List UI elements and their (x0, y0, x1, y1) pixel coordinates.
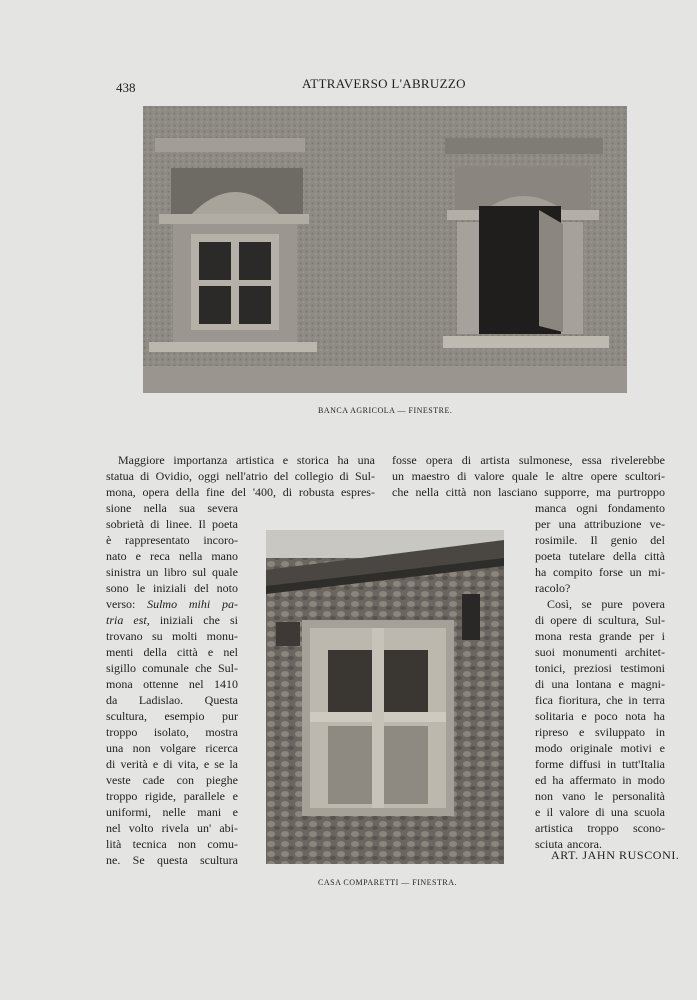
word: reca (150, 549, 170, 563)
word: una (551, 677, 569, 691)
text-line (106, 532, 238, 548)
text-line (106, 644, 238, 660)
word: ve- (649, 517, 665, 531)
text-line (535, 580, 665, 596)
word: purtroppo (617, 485, 665, 499)
word: sciuta (535, 837, 563, 851)
word: con (176, 773, 194, 787)
word: rappresentato (125, 533, 190, 547)
word: ricerca (205, 741, 238, 755)
word: Il (590, 533, 598, 547)
word: modo (637, 773, 665, 787)
word: mona, (106, 485, 136, 499)
word: di (282, 485, 293, 499)
word: valore (474, 469, 505, 483)
word: nel (188, 677, 204, 691)
text-line (106, 740, 238, 756)
word: i (661, 629, 665, 643)
word: di (339, 469, 349, 483)
word: robusta (298, 485, 335, 499)
word: lontana (575, 677, 612, 691)
word: città (445, 485, 467, 499)
text-line (392, 468, 665, 484)
word: questa (156, 853, 188, 867)
word: se (581, 597, 592, 611)
word: una (558, 517, 576, 531)
word: rivela (161, 821, 189, 835)
photo-banca-agricola-windows (143, 106, 627, 393)
word: fosse (392, 453, 417, 467)
text-line (535, 612, 665, 628)
word: personalità (612, 789, 665, 803)
word: un (629, 565, 642, 579)
word: del (650, 533, 665, 547)
word: rivelerebbe (610, 453, 665, 467)
text-line (106, 564, 238, 580)
word: di (461, 453, 472, 467)
word: diffusi (569, 757, 601, 771)
word: ha (535, 565, 547, 579)
word: ottenne (143, 677, 179, 691)
word: è (106, 533, 112, 547)
word: incoro- (203, 533, 238, 547)
word: verso: (106, 597, 136, 611)
word: nella (178, 549, 203, 563)
word: veste (106, 773, 131, 787)
word: sulmonese, (518, 453, 573, 467)
word: e (535, 805, 541, 819)
word: nota (625, 709, 646, 723)
text-line (106, 772, 238, 788)
word: in (622, 773, 632, 787)
word: opera (142, 485, 170, 499)
word: tutelare (569, 549, 605, 563)
word: monumenti (562, 645, 618, 659)
word: scultura, (598, 613, 640, 627)
word: genio (610, 533, 638, 547)
word: un' (197, 821, 212, 835)
word: pur (222, 709, 238, 723)
text-line (535, 724, 665, 740)
text-line (535, 740, 665, 756)
word: nella (143, 501, 167, 515)
word: ancora. (567, 837, 602, 851)
word: e (618, 677, 624, 691)
text-line (106, 484, 375, 500)
word: oggi (198, 469, 220, 483)
word: ha (552, 773, 564, 787)
text-line (535, 500, 665, 516)
word: nel (106, 821, 121, 835)
text-line (106, 708, 238, 724)
word: altre (561, 469, 584, 483)
word: tria (106, 613, 124, 627)
text-line (106, 820, 238, 836)
word: non (132, 741, 151, 755)
word: non (178, 837, 196, 851)
word: e (659, 741, 665, 755)
word: nato (106, 549, 127, 563)
word: della (143, 645, 167, 659)
word: pure (601, 597, 623, 611)
word: e (135, 549, 141, 563)
word: le (594, 789, 604, 803)
word: mi- (648, 565, 665, 579)
word: della (612, 549, 637, 563)
word: trovano (106, 629, 143, 643)
word: forse (598, 565, 623, 579)
word: di (595, 805, 605, 819)
word: di (582, 613, 593, 627)
word: e (203, 757, 210, 771)
word: severa (207, 501, 238, 515)
word: e (152, 757, 159, 771)
word: fondamento (607, 501, 665, 515)
word: si (229, 613, 238, 627)
word: le (545, 469, 555, 483)
word: una (357, 453, 375, 467)
text-line (106, 500, 238, 516)
word: maestro (411, 469, 450, 483)
word: molti (171, 629, 198, 643)
word: esempio (164, 709, 205, 723)
word: fica (535, 693, 553, 707)
word: un (392, 469, 404, 483)
word: mona (106, 677, 133, 691)
word: povera (632, 597, 665, 611)
word: non (473, 485, 492, 499)
word: storica (296, 453, 329, 467)
word: fioritura, (558, 693, 601, 707)
word: Sul- (354, 469, 375, 483)
word: troppo (587, 821, 619, 835)
word: e (578, 725, 585, 739)
word: e (232, 805, 238, 819)
text-line (106, 516, 238, 532)
word: tonici, (535, 661, 566, 675)
word: monu- (206, 629, 238, 643)
word: e (207, 645, 214, 659)
word: grande (598, 629, 632, 643)
word: in (606, 757, 617, 771)
word: resta (569, 629, 592, 643)
word: tutt'Italia (622, 757, 665, 771)
word: scultori- (624, 469, 665, 483)
word: non (535, 789, 553, 803)
text-line (106, 468, 375, 484)
word: il (546, 805, 554, 819)
word: Se (132, 853, 145, 867)
text-line (535, 628, 665, 644)
word: espres- (340, 485, 375, 499)
word: uniformi, (106, 805, 151, 819)
word: valore (559, 805, 590, 819)
word: comunale (142, 661, 189, 675)
word: solitaria (535, 709, 574, 723)
word: Ovidio, (155, 469, 192, 483)
word: preziosi (573, 661, 612, 675)
word: città (644, 549, 665, 563)
word: importanza (173, 453, 228, 467)
word: su (151, 629, 163, 643)
text-line (106, 852, 238, 868)
word: motivi (620, 741, 652, 755)
word: opere (550, 613, 577, 627)
word: vita, (177, 757, 199, 771)
word: la (229, 757, 238, 771)
word: quale (511, 469, 538, 483)
word: collegio (294, 469, 334, 483)
word: nelle (162, 805, 186, 819)
text-line (106, 548, 238, 564)
word: che (392, 485, 409, 499)
word: fine (205, 485, 225, 499)
word: isolato, (153, 725, 189, 739)
word: racolo? (535, 581, 571, 595)
word: architet- (625, 645, 665, 659)
page-number: 438 (116, 80, 136, 95)
word: per (638, 629, 655, 643)
word: pa- (221, 597, 238, 611)
word: Maggiore (118, 453, 165, 467)
word: sua (179, 501, 196, 515)
word: sione (106, 501, 132, 515)
word: di (163, 757, 173, 771)
word: poeta (535, 549, 561, 563)
word: menti (106, 645, 134, 659)
text-line (535, 644, 665, 660)
text-line (392, 484, 665, 500)
word: sinistra (106, 565, 141, 579)
running-title: ATTRAVERSO L'ABRUZZO (302, 76, 466, 91)
word: poco (594, 709, 618, 723)
word: iniziali (159, 613, 194, 627)
text-line (106, 676, 238, 692)
author-signature: ART. JAHN RUSCONI. (551, 848, 680, 862)
word: verità (120, 757, 148, 771)
word: di (535, 613, 545, 627)
text-line (535, 804, 665, 820)
photo-casa-comparetti-window (266, 530, 504, 864)
word: Il (198, 517, 206, 531)
text-line (535, 756, 665, 772)
text-line (106, 836, 238, 852)
word: Sul- (217, 661, 238, 675)
word: abi- (219, 821, 238, 835)
word: affermato (569, 773, 617, 787)
text-line (535, 820, 665, 836)
word: quale (211, 565, 238, 579)
text-line (392, 452, 665, 468)
word: originale (570, 741, 613, 755)
word: pieghe (205, 773, 238, 787)
text-line (106, 580, 238, 596)
word: attribuzione (584, 517, 642, 531)
word: e (581, 709, 587, 723)
word: ma (596, 485, 611, 499)
word: sono (106, 581, 129, 595)
word: che (195, 661, 212, 675)
word: supporre, (544, 485, 590, 499)
word: del (194, 581, 209, 595)
word: lasciano (498, 485, 538, 499)
text-line (535, 516, 665, 532)
word: lità (106, 837, 122, 851)
text-line (106, 756, 238, 772)
word: suoi (535, 645, 556, 659)
word: di (535, 677, 545, 691)
word: mani (197, 805, 222, 819)
text-line (106, 628, 238, 644)
word: del (231, 485, 247, 499)
word: scultura, (106, 709, 147, 723)
word: del (273, 469, 289, 483)
word: mostra (205, 725, 238, 739)
word: poeta (211, 517, 238, 531)
text-line (535, 676, 665, 692)
word: Ladislao. (138, 693, 184, 707)
word: opere (590, 469, 618, 483)
word: scultura (199, 853, 238, 867)
word: magni- (630, 677, 665, 691)
word: della (175, 485, 200, 499)
word: est, (133, 613, 150, 627)
text-line (106, 804, 238, 820)
word: sigillo (106, 661, 137, 675)
word: ha (653, 709, 665, 723)
word: volgare (160, 741, 196, 755)
word: e (282, 453, 289, 467)
text-line (535, 708, 665, 724)
text-line (535, 772, 665, 788)
word: essa (581, 453, 602, 467)
word: una (610, 805, 629, 819)
word: ripreso (535, 725, 569, 739)
word: parallele (183, 789, 225, 803)
word: terra (643, 693, 665, 707)
word: sviluppato (594, 725, 645, 739)
word: che (606, 693, 623, 707)
word: sobrietà (106, 517, 144, 531)
text-line (535, 660, 665, 676)
word: Questa (204, 693, 238, 707)
word: artistica (236, 453, 275, 467)
text-line (535, 788, 665, 804)
word: linee. (165, 517, 193, 531)
word: troppo (106, 789, 138, 803)
word: compito (552, 565, 593, 579)
word: opera (425, 453, 453, 467)
text-line (535, 692, 665, 708)
word: noto (216, 581, 238, 595)
word: libro (163, 565, 187, 579)
word: tecnica (132, 837, 167, 851)
word: da (106, 693, 118, 707)
word: testimoni (620, 661, 665, 675)
word: mano (211, 549, 238, 563)
word: scono- (632, 821, 665, 835)
word: Sul- (644, 613, 665, 627)
word: rigide, (145, 789, 177, 803)
word: nell'atrio (225, 469, 268, 483)
word: Sulmo (147, 597, 178, 611)
word: comu- (207, 837, 238, 851)
text-line (106, 452, 375, 468)
word: 1410 (213, 677, 238, 691)
text-line (535, 532, 665, 548)
word: modo (535, 741, 563, 755)
text-line (106, 692, 238, 708)
word: statua (106, 469, 134, 483)
text-line (106, 724, 238, 740)
word: mihi (188, 597, 211, 611)
word: volto (128, 821, 154, 835)
word: e (232, 789, 238, 803)
word: '400, (252, 485, 276, 499)
text-line (106, 660, 238, 676)
word: città (177, 645, 198, 659)
word: mona (535, 629, 562, 643)
text-line (535, 564, 665, 580)
word: nella (415, 485, 439, 499)
word: nel (223, 645, 238, 659)
word: cade (142, 773, 165, 787)
word: in (628, 693, 638, 707)
word: iniziali (153, 581, 187, 595)
word: ed (535, 773, 547, 787)
word: manca (535, 501, 567, 515)
word: forme (535, 757, 564, 771)
word: di (106, 757, 116, 771)
word: di (457, 469, 467, 483)
word: ogni (576, 501, 598, 515)
word: un (146, 565, 159, 579)
word: Così, (547, 597, 573, 611)
word: le (136, 581, 146, 595)
word: troppo (106, 725, 138, 739)
text-line (535, 596, 665, 612)
word: per (535, 517, 551, 531)
word: rosimile. (535, 533, 578, 547)
word: scuola (634, 805, 665, 819)
figure-caption-bottom: CASA COMPARETTI — FINESTRA. (318, 878, 458, 887)
figure-caption-top: BANCA AGRICOLA — FINESTRE. (318, 406, 453, 415)
word: in (655, 725, 665, 739)
word: di (140, 469, 150, 483)
word: ne. (106, 853, 121, 867)
text-line (106, 612, 238, 628)
word: ha (337, 453, 349, 467)
text-line (106, 788, 238, 804)
text-line (106, 596, 238, 612)
word: sul (192, 565, 207, 579)
text-line (535, 548, 665, 564)
word: che (203, 613, 220, 627)
word: vano (562, 789, 586, 803)
word: se (214, 757, 225, 771)
word: di (150, 517, 160, 531)
word: una (106, 741, 124, 755)
word: artistica (535, 821, 573, 835)
word: artista (480, 453, 510, 467)
